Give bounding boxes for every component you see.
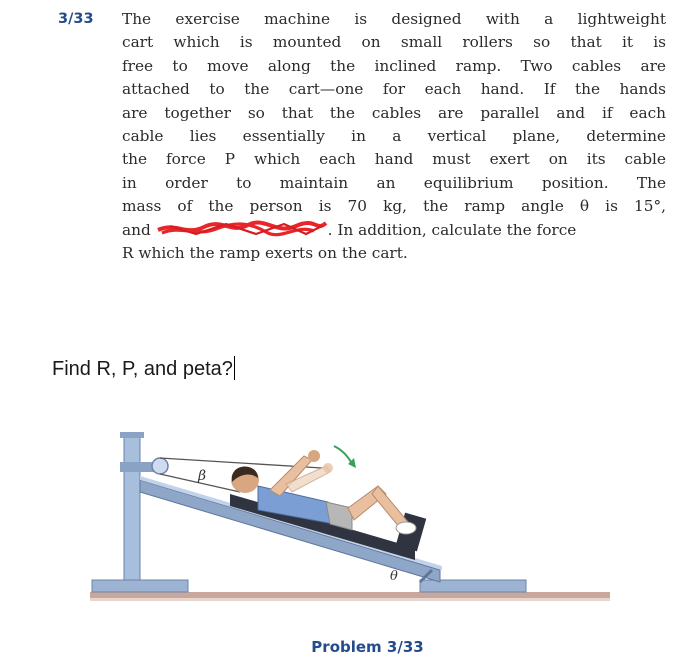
- person-shoe: [396, 522, 416, 534]
- problem-line: mass of the person is 70 kg, the ramp angle θ is 15°,: [122, 197, 666, 216]
- problem-line: cable lies essentially in a vertical plane, determine: [122, 127, 666, 146]
- problem-line: R which the ramp exerts on the cart.: [122, 244, 408, 263]
- post-top-cap: [120, 432, 144, 438]
- problem-line: attached to the cart—one for each hand. If the hands: [122, 80, 666, 99]
- floor-shadow: [90, 598, 610, 601]
- problem-line: are together so that the cables are parallel and if each: [122, 103, 666, 122]
- line-end: . In addition, calculate the force: [327, 220, 577, 239]
- problem-statement: [58, 8, 666, 265]
- problem-line: cart which is mounted on small rollers so that it is: [122, 33, 666, 52]
- right-base-plate: [420, 580, 526, 592]
- problem-line: free to move along the inclined ramp. Two cables are: [122, 56, 666, 75]
- left-base-plate: [92, 580, 188, 592]
- figure-caption: Problem 3/33: [311, 638, 424, 656]
- problem-line: The exercise machine is designed with a lightweight: [122, 10, 666, 28]
- question-label: Find R, P, and peta?: [52, 358, 233, 380]
- question-text: [52, 356, 235, 381]
- problem-line: the force P which each hand must exert on its cable: [122, 150, 666, 169]
- exercise-machine-figure: [90, 420, 610, 620]
- hand: [308, 450, 320, 462]
- beta-label: β: [198, 468, 207, 484]
- person-shin: [372, 486, 408, 528]
- pulley: [152, 458, 168, 474]
- hand-motion: [323, 463, 333, 473]
- line-start: and: [122, 220, 151, 239]
- post-clamp: [120, 462, 156, 472]
- problem-line: in order to maintain an equilibrium position. The: [122, 173, 666, 192]
- problem-body: [122, 8, 666, 265]
- problem-number: 3/33: [58, 11, 94, 27]
- theta-label: θ: [390, 569, 398, 584]
- motion-arrow: [334, 446, 352, 464]
- vertical-post: [124, 434, 140, 580]
- floor: [90, 592, 610, 598]
- red-scribble-redaction: [156, 220, 328, 238]
- problem-line-redacted: [122, 219, 666, 242]
- text-cursor: [234, 356, 235, 380]
